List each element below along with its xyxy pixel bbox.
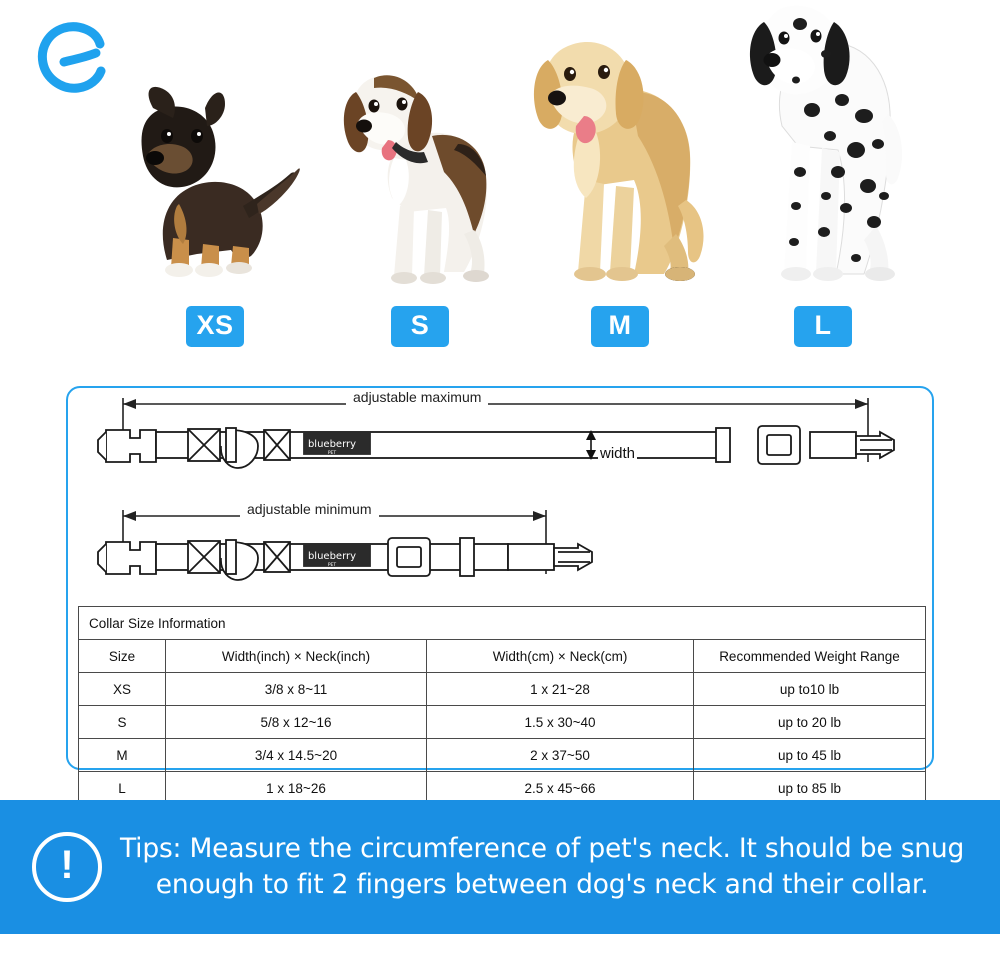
beagle-photo bbox=[325, 0, 515, 288]
cell-inch: 3/8 x 8~11 bbox=[166, 673, 427, 706]
dog-size-row bbox=[120, 0, 1000, 350]
size-table-wrapper bbox=[78, 606, 926, 805]
table-header-inch: Width(inch) × Neck(inch) bbox=[166, 640, 427, 673]
collar-brand-sub: PET bbox=[327, 451, 337, 456]
collar-brand-sub-2: PET bbox=[327, 563, 337, 568]
table-header-size: Size bbox=[79, 640, 166, 673]
adjustable-minimum-label: adjustable minimum bbox=[240, 501, 379, 517]
collar-brand-text-2: blueberry bbox=[307, 551, 357, 562]
tips-bar bbox=[0, 800, 1000, 934]
dog-size-cell-l bbox=[728, 0, 918, 350]
adjustable-maximum-label: adjustable maximum bbox=[346, 389, 488, 405]
golden-retriever-photo bbox=[525, 0, 715, 288]
cell-cm: 1 x 21~28 bbox=[427, 673, 694, 706]
table-row bbox=[79, 739, 926, 772]
collar-brand-text: blueberry bbox=[307, 439, 357, 450]
size-badge-m: M bbox=[591, 306, 649, 347]
table-row bbox=[79, 673, 926, 706]
cell-inch: 3/4 x 14.5~20 bbox=[166, 739, 427, 772]
cell-weight: up to 85 lb bbox=[694, 772, 926, 805]
cell-size: XS bbox=[79, 673, 166, 706]
table-row bbox=[79, 706, 926, 739]
exclamation-circle-icon: ! bbox=[32, 832, 102, 902]
table-header-cm: Width(cm) × Neck(cm) bbox=[427, 640, 694, 673]
collar-diagram-svg bbox=[68, 388, 932, 604]
table-header-weight: Recommended Weight Range bbox=[694, 640, 926, 673]
size-badge-l: L bbox=[794, 306, 852, 347]
tips-line-1: Tips: Measure the circumference of pet's neck. It should be snug bbox=[120, 832, 965, 864]
cell-weight: up to 45 lb bbox=[694, 739, 926, 772]
cell-cm: 2.5 x 45~66 bbox=[427, 772, 694, 805]
tips-line-2: enough to fit 2 fingers between dog's neck and their collar. bbox=[155, 869, 929, 900]
size-badge-s: S bbox=[391, 306, 449, 347]
blueberry-e-logo bbox=[34, 22, 114, 98]
dog-size-cell-s bbox=[325, 0, 515, 350]
dog-size-cell-xs bbox=[120, 0, 310, 350]
cell-cm: 2 x 37~50 bbox=[427, 739, 694, 772]
puppy-photo bbox=[120, 0, 310, 288]
cell-size: M bbox=[79, 739, 166, 772]
dalmatian-photo bbox=[728, 0, 918, 288]
brand-logo bbox=[34, 22, 114, 98]
cell-weight: up to 20 lb bbox=[694, 706, 926, 739]
size-badge-xs: XS bbox=[186, 306, 244, 347]
cell-size: S bbox=[79, 706, 166, 739]
collar-diagram-panel bbox=[66, 386, 934, 796]
tips-text bbox=[120, 831, 964, 903]
table-title: Collar Size Information bbox=[79, 607, 926, 640]
dog-size-cell-m bbox=[525, 0, 715, 350]
cell-cm: 1.5 x 30~40 bbox=[427, 706, 694, 739]
cell-weight: up to10 lb bbox=[694, 673, 926, 706]
cell-inch: 1 x 18~26 bbox=[166, 772, 427, 805]
cell-size: L bbox=[79, 772, 166, 805]
collar-size-table bbox=[78, 606, 926, 805]
width-label: width bbox=[600, 445, 636, 462]
cell-inch: 5/8 x 12~16 bbox=[166, 706, 427, 739]
table-header-row bbox=[79, 640, 926, 673]
table-title-row bbox=[79, 607, 926, 640]
